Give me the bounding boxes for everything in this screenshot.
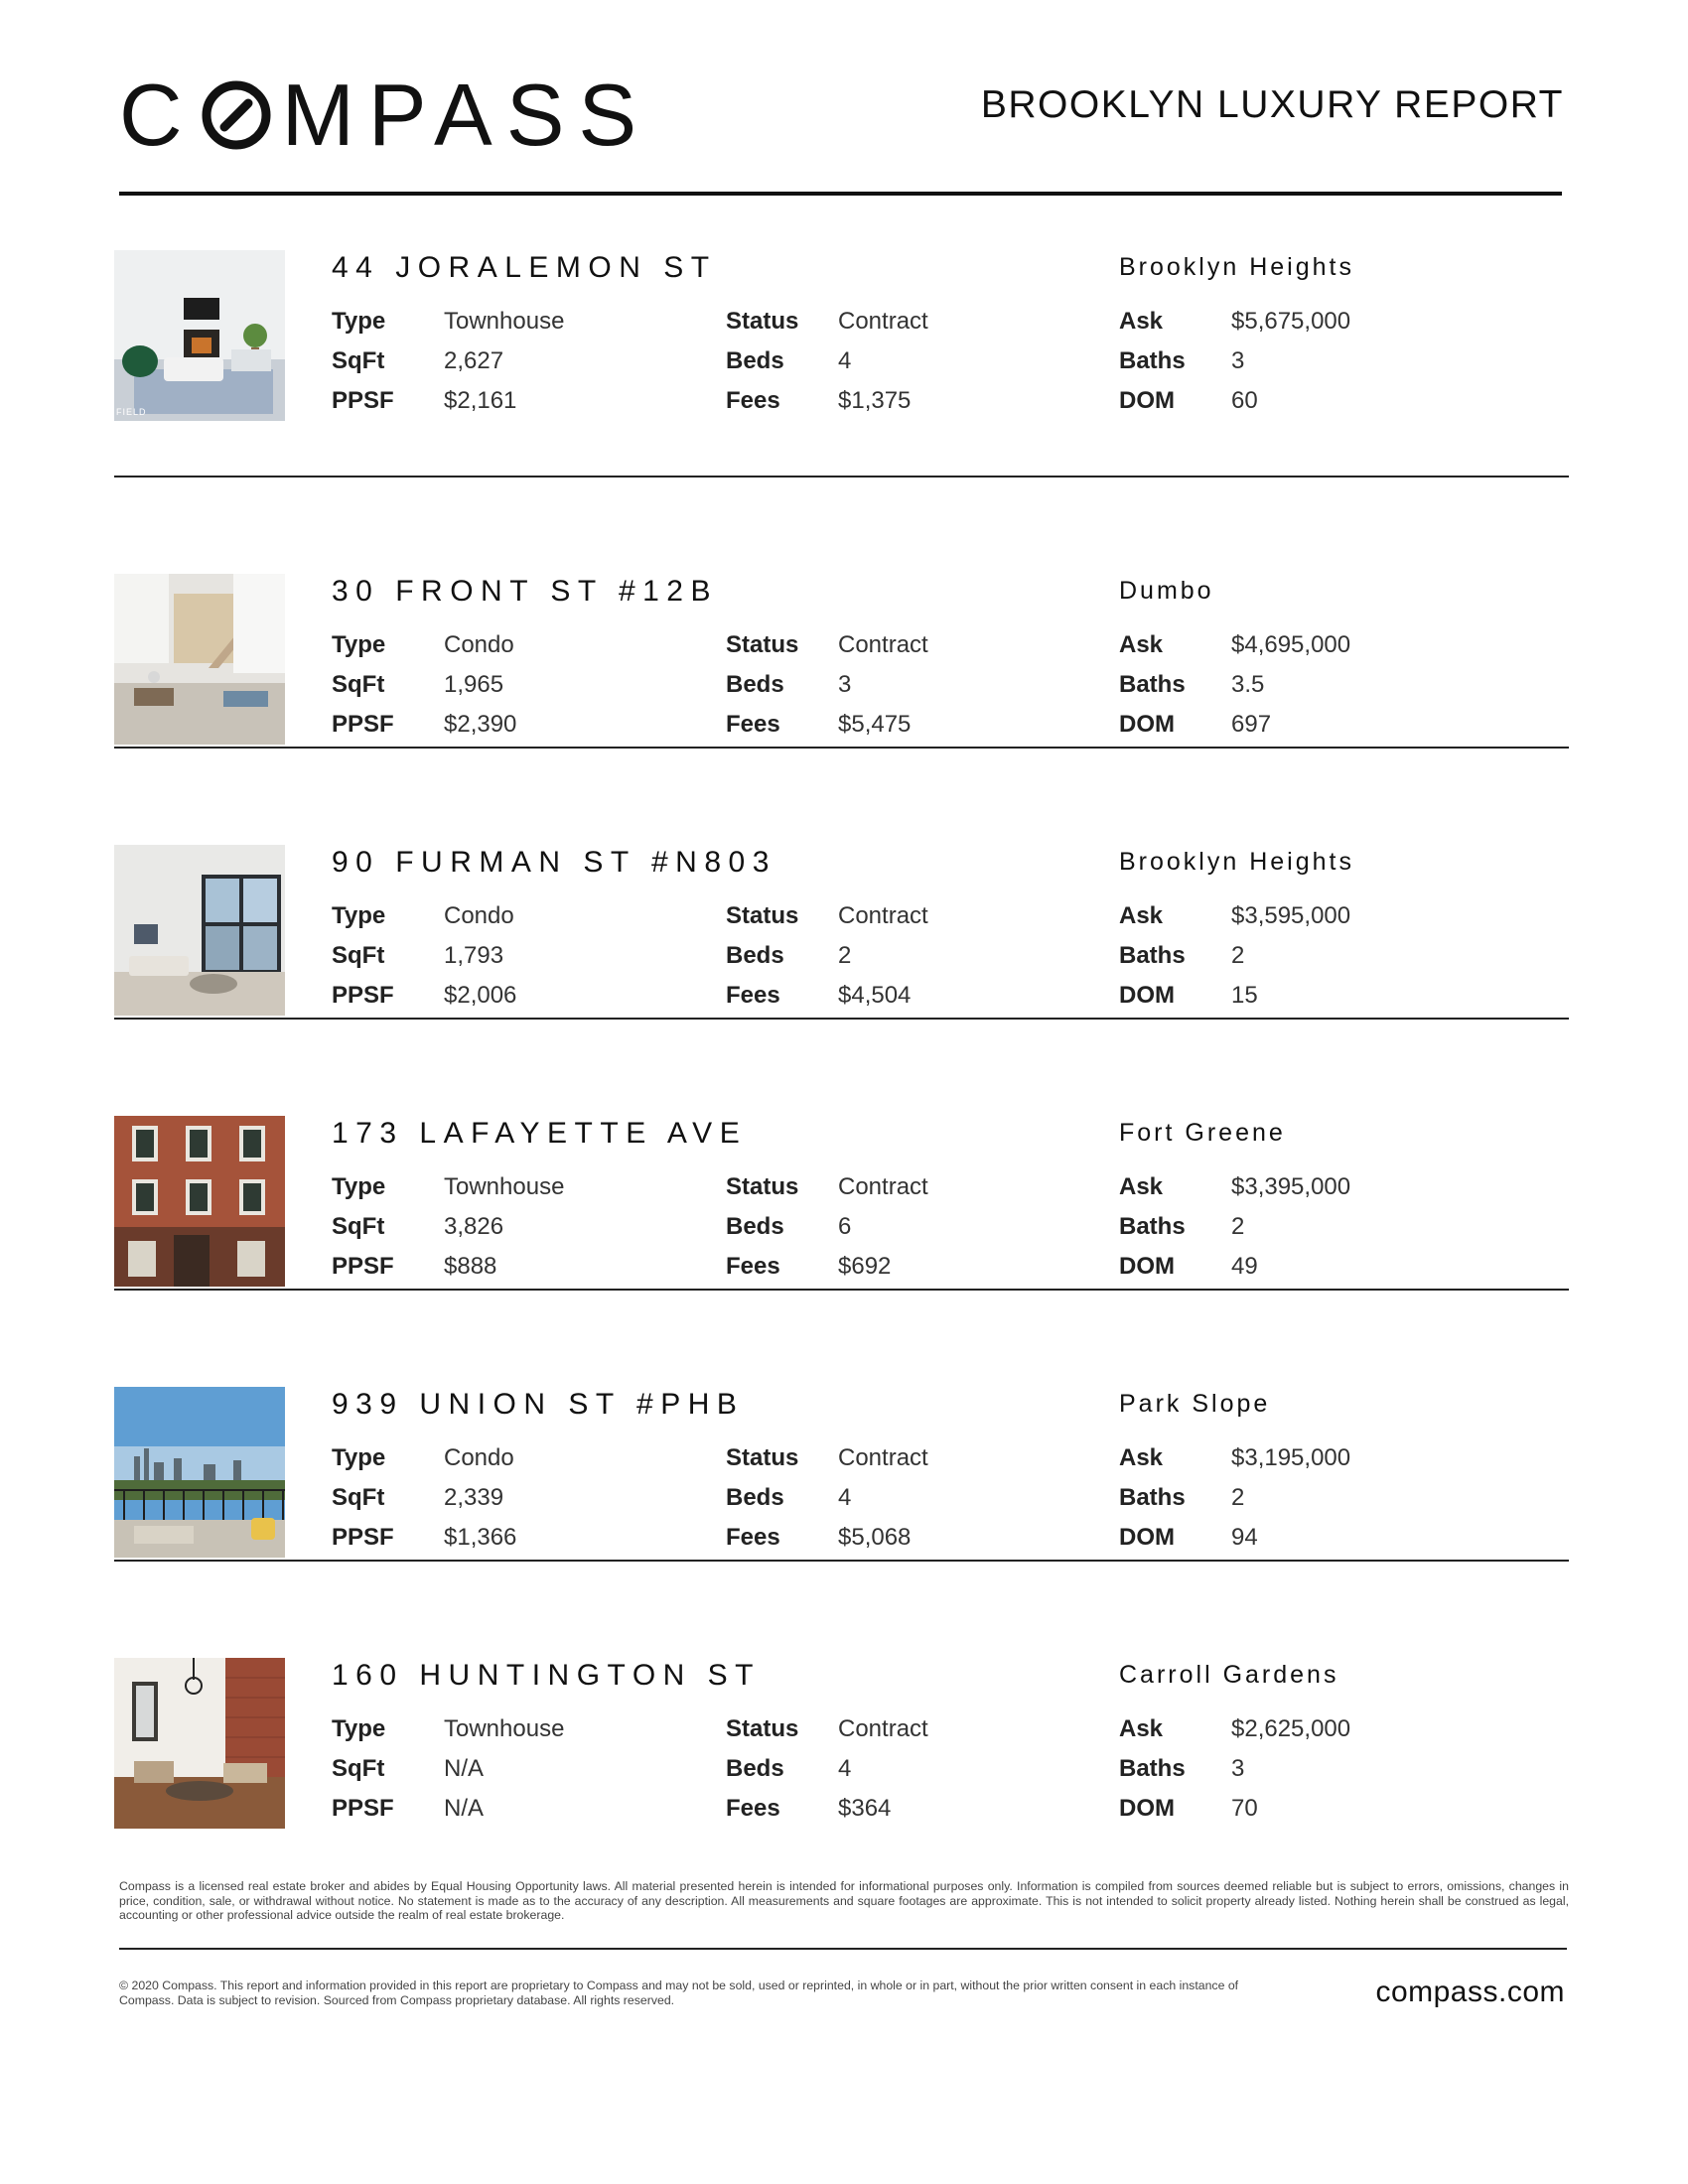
- status-label: Status: [726, 902, 799, 929]
- detail-row-baths: [1119, 1749, 1350, 1789]
- dom-label: DOM: [1119, 387, 1175, 414]
- fees-value: $5,475: [838, 711, 912, 738]
- ppsf-label: PPSF: [332, 1253, 394, 1280]
- listing-detail-column: [1119, 625, 1350, 745]
- detail-row-beds: [726, 665, 928, 705]
- logo-letter-c: C: [119, 66, 197, 164]
- detail-row-beds: [726, 1749, 928, 1789]
- ask-label: Ask: [1119, 902, 1164, 929]
- ask-value: $5,675,000: [1231, 308, 1351, 335]
- detail-row-dom: [1119, 381, 1350, 421]
- copyright-notice: © 2020 Compass. This report and information provided in this report are proprietary to Compass and may not be sold, used or reprinted, in whole or in part, without the prior written consent in each instance of Compass. Data is subject to revision. Sourced from Compass proprietary database. All rights reserved.: [119, 1979, 1239, 2007]
- detail-row-sqft: [332, 341, 564, 381]
- listing-detail-column: [332, 896, 516, 1016]
- detail-row-sqft: [332, 936, 516, 976]
- baths-label: Baths: [1119, 1755, 1186, 1782]
- detail-row-beds: [726, 1207, 928, 1247]
- baths-label: Baths: [1119, 1484, 1186, 1511]
- listing-divider: [114, 476, 1569, 478]
- detail-row-beds: [726, 936, 928, 976]
- fees-value: $5,068: [838, 1524, 912, 1551]
- detail-row-fees: [726, 1247, 928, 1287]
- listing-detail-column: [726, 1709, 928, 1829]
- fees-value: $1,375: [838, 387, 912, 414]
- sqft-label: SqFt: [332, 1213, 385, 1240]
- baths-value: 3: [1231, 1755, 1245, 1782]
- listing-neighborhood: Park Slope: [1119, 1390, 1271, 1418]
- listing-card[interactable]: [114, 1658, 1569, 1871]
- detail-row-status: [726, 302, 928, 341]
- fees-label: Fees: [726, 1795, 780, 1822]
- compass-logo: [119, 66, 651, 164]
- logo-letters-mpass: MPASS: [281, 66, 651, 164]
- dom-label: DOM: [1119, 982, 1175, 1009]
- listing-neighborhood: Brooklyn Heights: [1119, 253, 1354, 281]
- fees-label: Fees: [726, 1524, 780, 1551]
- status-label: Status: [726, 1715, 799, 1742]
- listing-photo[interactable]: [114, 845, 285, 1016]
- beds-value: 4: [838, 1484, 852, 1511]
- detail-row-beds: [726, 341, 928, 381]
- sqft-value: N/A: [444, 1755, 485, 1782]
- detail-row-status: [726, 1167, 928, 1207]
- website-link[interactable]: compass.com: [1375, 1976, 1565, 2008]
- type-value: Condo: [444, 1444, 514, 1471]
- listing-detail-column: [332, 1167, 564, 1287]
- report-title: BROOKLYN LUXURY REPORT: [980, 83, 1564, 126]
- detail-row-baths: [1119, 341, 1350, 381]
- type-label: Type: [332, 902, 386, 929]
- listing-card[interactable]: [114, 574, 1569, 787]
- detail-row-type: [332, 1167, 564, 1207]
- ask-label: Ask: [1119, 1173, 1164, 1200]
- ask-value: $4,695,000: [1231, 631, 1351, 658]
- baths-label: Baths: [1119, 671, 1186, 698]
- dom-value: 60: [1231, 387, 1258, 414]
- detail-row-fees: [726, 705, 928, 745]
- listing-card[interactable]: [114, 845, 1569, 1058]
- sqft-label: SqFt: [332, 1484, 385, 1511]
- ppsf-label: PPSF: [332, 1524, 394, 1551]
- detail-row-ppsf: [332, 705, 516, 745]
- status-label: Status: [726, 308, 799, 335]
- type-value: Townhouse: [444, 308, 565, 335]
- detail-row-ppsf: [332, 1247, 564, 1287]
- baths-value: 2: [1231, 942, 1245, 969]
- listing-detail-column: [1119, 896, 1350, 1016]
- listing-address[interactable]: 939 UNION ST #PHB: [332, 1388, 745, 1421]
- listing-detail-column: [1119, 1167, 1350, 1287]
- detail-row-dom: [1119, 1247, 1350, 1287]
- status-label: Status: [726, 1173, 799, 1200]
- beds-value: 2: [838, 942, 852, 969]
- beds-label: Beds: [726, 1755, 784, 1782]
- detail-row-fees: [726, 381, 928, 421]
- fees-value: $4,504: [838, 982, 912, 1009]
- listing-card[interactable]: [114, 250, 1569, 464]
- ppsf-label: PPSF: [332, 387, 394, 414]
- listing-photo[interactable]: [114, 250, 285, 421]
- status-value: Contract: [838, 308, 928, 335]
- ppsf-label: PPSF: [332, 711, 394, 738]
- status-value: Contract: [838, 1173, 928, 1200]
- detail-row-status: [726, 1709, 928, 1749]
- type-label: Type: [332, 1715, 386, 1742]
- detail-row-ask: [1119, 302, 1350, 341]
- baths-label: Baths: [1119, 1213, 1186, 1240]
- listing-detail-column: [332, 302, 564, 421]
- sqft-label: SqFt: [332, 942, 385, 969]
- baths-label: Baths: [1119, 942, 1186, 969]
- ppsf-label: PPSF: [332, 1795, 394, 1822]
- detail-row-status: [726, 625, 928, 665]
- ask-label: Ask: [1119, 1715, 1164, 1742]
- status-value: Contract: [838, 1444, 928, 1471]
- fees-value: $364: [838, 1795, 892, 1822]
- detail-row-dom: [1119, 705, 1350, 745]
- ppsf-label: PPSF: [332, 982, 394, 1009]
- detail-row-sqft: [332, 1207, 564, 1247]
- ppsf-value: $1,366: [444, 1524, 517, 1551]
- status-value: Contract: [838, 631, 928, 658]
- detail-row-dom: [1119, 1518, 1350, 1558]
- sqft-label: SqFt: [332, 671, 385, 698]
- ask-value: $3,195,000: [1231, 1444, 1351, 1471]
- detail-row-baths: [1119, 665, 1350, 705]
- detail-row-ask: [1119, 1709, 1350, 1749]
- ppsf-value: $2,161: [444, 387, 517, 414]
- fees-label: Fees: [726, 982, 780, 1009]
- detail-row-baths: [1119, 1207, 1350, 1247]
- type-value: Condo: [444, 902, 514, 929]
- listing-divider: [114, 1560, 1569, 1562]
- footer-divider: [119, 1948, 1567, 1950]
- listing-address[interactable]: 44 JORALEMON ST: [332, 251, 717, 284]
- listing-divider: [114, 747, 1569, 749]
- ask-value: $2,625,000: [1231, 1715, 1351, 1742]
- detail-row-ask: [1119, 1438, 1350, 1478]
- type-label: Type: [332, 631, 386, 658]
- detail-row-status: [726, 1438, 928, 1478]
- beds-value: 6: [838, 1213, 852, 1240]
- listing-detail-column: [726, 896, 928, 1016]
- beds-value: 4: [838, 1755, 852, 1782]
- detail-row-type: [332, 302, 564, 341]
- detail-row-sqft: [332, 1478, 516, 1518]
- detail-row-fees: [726, 976, 928, 1016]
- status-label: Status: [726, 631, 799, 658]
- type-value: Townhouse: [444, 1715, 565, 1742]
- fees-label: Fees: [726, 387, 780, 414]
- detail-row-dom: [1119, 976, 1350, 1016]
- listing-address[interactable]: 160 HUNTINGTON ST: [332, 1659, 761, 1692]
- ppsf-value: $888: [444, 1253, 497, 1280]
- type-value: Condo: [444, 631, 514, 658]
- listing-photo[interactable]: [114, 1116, 285, 1287]
- beds-label: Beds: [726, 942, 784, 969]
- sqft-value: 3,826: [444, 1213, 504, 1240]
- detail-row-status: [726, 896, 928, 936]
- listing-address[interactable]: 90 FURMAN ST #N803: [332, 846, 776, 879]
- detail-row-beds: [726, 1478, 928, 1518]
- listing-address[interactable]: 30 FRONT ST #12B: [332, 575, 719, 608]
- detail-row-type: [332, 1438, 516, 1478]
- detail-row-type: [332, 1709, 564, 1749]
- ask-value: $3,595,000: [1231, 902, 1351, 929]
- detail-row-ask: [1119, 1167, 1350, 1207]
- detail-row-ppsf: [332, 976, 516, 1016]
- sqft-value: 2,627: [444, 347, 504, 374]
- dom-label: DOM: [1119, 1795, 1175, 1822]
- detail-row-dom: [1119, 1789, 1350, 1829]
- baths-value: 2: [1231, 1484, 1245, 1511]
- sqft-label: SqFt: [332, 347, 385, 374]
- photo-watermark: FIELD: [116, 407, 147, 417]
- baths-value: 2: [1231, 1213, 1245, 1240]
- listing-detail-column: [332, 625, 516, 745]
- beds-label: Beds: [726, 1484, 784, 1511]
- beds-value: 4: [838, 347, 852, 374]
- listing-detail-column: [1119, 1438, 1350, 1558]
- sqft-value: 1,793: [444, 942, 504, 969]
- listing-detail-column: [726, 625, 928, 745]
- beds-label: Beds: [726, 347, 784, 374]
- detail-row-baths: [1119, 1478, 1350, 1518]
- detail-row-fees: [726, 1518, 928, 1558]
- fees-label: Fees: [726, 1253, 780, 1280]
- listing-neighborhood: Fort Greene: [1119, 1119, 1286, 1147]
- ppsf-value: $2,390: [444, 711, 517, 738]
- legal-disclaimer: Compass is a licensed real estate broker and abides by Equal Housing Opportunity laws. All material presented herein is intended for informational purposes only. Information is compiled from sources deemed reliable but is subject to errors, omissions, changes in price, condition, sale, or withdrawal without notice. No statement is made as to the accuracy of any description. All measurements and square footages are approximate. This is not intended to solicit property already listed. Nothing herein shall be construed as legal, accounting or other professional advice outside the realm of real estate brokerage.: [119, 1879, 1569, 1922]
- ppsf-value: N/A: [444, 1795, 485, 1822]
- detail-row-type: [332, 896, 516, 936]
- baths-value: 3.5: [1231, 671, 1265, 698]
- listing-photo[interactable]: [114, 574, 285, 745]
- detail-row-ask: [1119, 896, 1350, 936]
- status-label: Status: [726, 1444, 799, 1471]
- sqft-value: 1,965: [444, 671, 504, 698]
- listing-detail-column: [332, 1709, 564, 1829]
- listing-card[interactable]: [114, 1116, 1569, 1329]
- listing-detail-column: [332, 1438, 516, 1558]
- type-label: Type: [332, 1173, 386, 1200]
- baths-value: 3: [1231, 347, 1245, 374]
- listing-detail-column: [726, 1167, 928, 1287]
- listing-card[interactable]: [114, 1387, 1569, 1600]
- dom-value: 49: [1231, 1253, 1258, 1280]
- dom-label: DOM: [1119, 1524, 1175, 1551]
- dom-value: 94: [1231, 1524, 1258, 1551]
- detail-row-ask: [1119, 625, 1350, 665]
- fees-label: Fees: [726, 711, 780, 738]
- listing-detail-column: [1119, 1709, 1350, 1829]
- sqft-value: 2,339: [444, 1484, 504, 1511]
- listing-divider: [114, 1018, 1569, 1020]
- ask-value: $3,395,000: [1231, 1173, 1351, 1200]
- listing-neighborhood: Brooklyn Heights: [1119, 848, 1354, 876]
- detail-row-sqft: [332, 1749, 564, 1789]
- ask-label: Ask: [1119, 631, 1164, 658]
- dom-label: DOM: [1119, 1253, 1175, 1280]
- dom-value: 697: [1231, 711, 1272, 738]
- header-divider: [119, 192, 1562, 196]
- type-label: Type: [332, 308, 386, 335]
- compass-ring-icon: [201, 79, 272, 151]
- status-value: Contract: [838, 1715, 928, 1742]
- listing-divider: [114, 1289, 1569, 1291]
- sqft-label: SqFt: [332, 1755, 385, 1782]
- ppsf-value: $2,006: [444, 982, 517, 1009]
- ask-label: Ask: [1119, 308, 1164, 335]
- dom-value: 15: [1231, 982, 1258, 1009]
- detail-row-ppsf: [332, 1518, 516, 1558]
- detail-row-fees: [726, 1789, 928, 1829]
- dom-label: DOM: [1119, 711, 1175, 738]
- fees-value: $692: [838, 1253, 892, 1280]
- listing-address[interactable]: 173 LAFAYETTE AVE: [332, 1117, 748, 1150]
- listing-neighborhood: Dumbo: [1119, 577, 1214, 605]
- baths-label: Baths: [1119, 347, 1186, 374]
- detail-row-ppsf: [332, 381, 564, 421]
- listing-neighborhood: Carroll Gardens: [1119, 1661, 1339, 1689]
- listing-detail-column: [726, 1438, 928, 1558]
- detail-row-baths: [1119, 936, 1350, 976]
- beds-label: Beds: [726, 1213, 784, 1240]
- listing-photo[interactable]: [114, 1387, 285, 1558]
- type-label: Type: [332, 1444, 386, 1471]
- ask-label: Ask: [1119, 1444, 1164, 1471]
- detail-row-sqft: [332, 665, 516, 705]
- beds-value: 3: [838, 671, 852, 698]
- dom-value: 70: [1231, 1795, 1258, 1822]
- listing-detail-column: [726, 302, 928, 421]
- status-value: Contract: [838, 902, 928, 929]
- detail-row-ppsf: [332, 1789, 564, 1829]
- listing-photo[interactable]: [114, 1658, 285, 1829]
- beds-label: Beds: [726, 671, 784, 698]
- type-value: Townhouse: [444, 1173, 565, 1200]
- listing-detail-column: [1119, 302, 1350, 421]
- detail-row-type: [332, 625, 516, 665]
